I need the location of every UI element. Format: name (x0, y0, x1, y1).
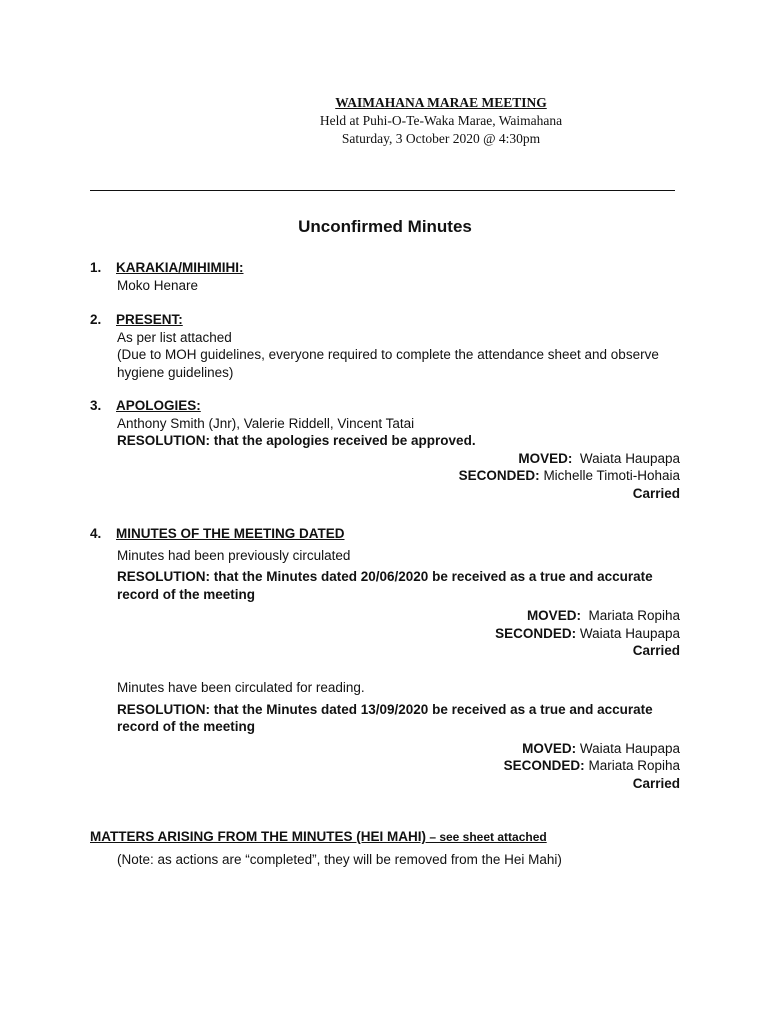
matters-heading-text: MATTERS ARISING FROM THE MINUTES (HEI MAHI) (90, 829, 426, 844)
present-line-2: (Due to MOH guidelines, everyone required to complete the attendance sheet and observe hygiene guidelines) (117, 347, 659, 380)
section-matters-arising (90, 828, 680, 868)
matters-heading-note: – see sheet attached (425, 830, 547, 844)
section-number: 4. (90, 526, 102, 541)
apologies-names: Anthony Smith (Jnr), Valerie Riddell, Vincent Tatai (117, 415, 415, 431)
apologies-resolution: RESOLUTION: that the apologies received be approved. (117, 433, 476, 448)
minutes-block-2 (90, 679, 680, 792)
section-heading (90, 311, 680, 329)
moved-label: MOVED: (526, 608, 581, 623)
minutes-resolution-2: RESOLUTION: that the Minutes dated 13/09/2020 be received as a true and accurate record of the meeting (117, 701, 653, 734)
section-title: APOLOGIES: (116, 398, 201, 413)
section-karakia (90, 259, 680, 294)
minutes-intro-1: Minutes had been previously circulated (117, 547, 351, 563)
meeting-title: WAIMAHANA MARAE MEETING (335, 95, 547, 110)
section-number: 2. (90, 312, 102, 327)
result-text: Carried (632, 775, 680, 791)
section-title: KARAKIA/MIHIMIHI: (116, 260, 244, 275)
seconded-label: SECONDED: (495, 625, 577, 641)
moved-name: Mariata Ropiha (588, 608, 680, 623)
section-heading (90, 397, 680, 415)
moved-label: MOVED: (518, 450, 573, 466)
matters-note: (Note: as actions are “completed”, they will be removed from the Hei Mahi) (117, 851, 562, 867)
section-heading (90, 259, 680, 277)
section-number: 1. (90, 260, 102, 275)
matters-heading (90, 828, 680, 847)
section-title: MINUTES OF THE MEETING DATED (116, 526, 345, 541)
section-title: PRESENT: (116, 312, 183, 327)
horizontal-rule (90, 190, 675, 191)
seconded-line (90, 625, 680, 643)
meeting-location: Held at Puhi-O-Te-Waka Marae, Waimahana (319, 113, 563, 128)
moved-line (90, 740, 680, 758)
moved-name: Waiata Haupapa (579, 740, 680, 756)
moved-label: MOVED: (522, 740, 577, 756)
seconded-line (90, 757, 680, 775)
resolution-text: RESOLUTION: that the apologies received be approved (117, 433, 472, 448)
karakia-text: Moko Henare (117, 277, 199, 293)
moved-line (90, 450, 680, 468)
result-text: Carried (632, 643, 680, 658)
result-text: Carried (632, 485, 680, 501)
seconded-label: SECONDED: (458, 468, 540, 483)
seconded-name: Mariata Ropiha (588, 758, 680, 773)
section-heading (90, 525, 680, 543)
meeting-date: Saturday, 3 October 2020 @ 4:30pm (341, 131, 541, 146)
moved-line (90, 607, 680, 625)
seconded-name: Michelle Timoti-Hohaia (543, 468, 680, 483)
document-title: Unconfirmed Minutes (298, 217, 472, 236)
present-line-1: As per list attached (117, 329, 232, 345)
moved-name: Waiata Haupapa (579, 450, 680, 466)
section-number: 3. (90, 398, 102, 413)
meeting-header (200, 94, 682, 148)
section-apologies (90, 397, 680, 502)
seconded-line (90, 467, 680, 485)
section-present (90, 311, 680, 381)
seconded-label: SECONDED: (503, 758, 585, 773)
minutes-resolution-1: RESOLUTION: that the Minutes dated 20/06/2020 be received as a true and accurate record of the meeting (117, 569, 653, 602)
section-minutes (90, 525, 680, 660)
minutes-intro-2: Minutes have been circulated for reading. (117, 680, 365, 695)
seconded-name: Waiata Haupapa (579, 625, 680, 641)
